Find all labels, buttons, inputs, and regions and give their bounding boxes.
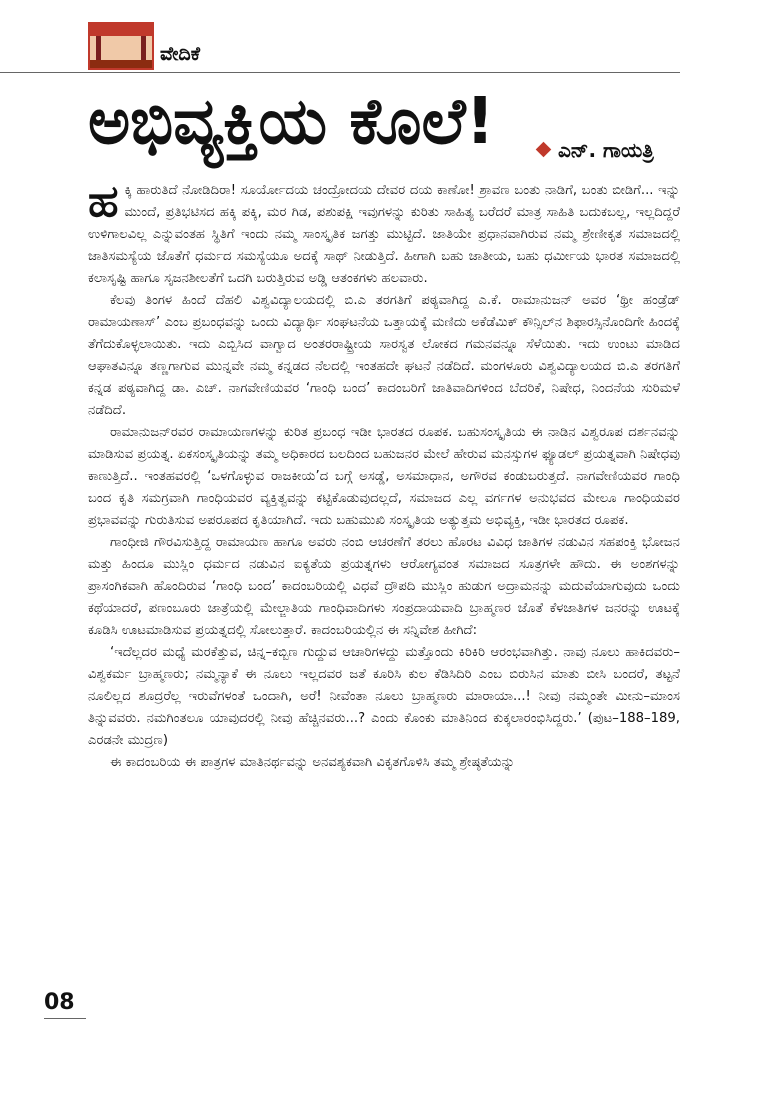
paragraph: ಕೆಲವು ತಿಂಗಳ ಹಿಂದೆ ದೆಹಲಿ ವಿಶ್ವವಿದ್ಯಾಲಯದಲ್ಲಿ ಬಿ.ಎ ತರಗತಿಗೆ ಪಠ್ಯವಾಗಿದ್ದ ಎ.ಕೆ. ರಾಮಾನುಜನ್ ಅವರ ‘ಥ್ರೀ ಹಂಡ್ರೆಡ್ ರಾಮಾಯಣಾಸ್’ ಎಂಬ ಪ್ರಬಂಧವನ್ನು ಒಂದು ವಿದ್ಯಾರ್ಥಿ ಸಂಘಟನೆಯ ಒತ್ತಾಯಕ್ಕೆ ಮಣಿದು ಅಕೆಡೆಮಿಕ್ ಕೌನ್ಸಿಲ್‌ನ ಶಿಫಾರಸ್ಸಿನೊಂದಿಗೇ ಹಿಂದಕ್ಕೆ ತೆಗೆದುಕೊಳ್ಳಲಾಯಿತು. ಇದು ಎಬ್ಬಿಸಿದ ವಾಗ್ವಾದ ಅಂತರರಾಷ್ಟ್ರೀಯ ಸಾರಸ್ವತ ಲೋಕದ ಗಮನವನ್ನೂ ಸೆಳೆಯಿತು. ಇದು ಉಂಟು ಮಾಡಿದ ಆಘಾತವಿನ್ನೂ ತಣ್ಣಗಾಗುವ ಮುನ್ನವೇ ನಮ್ಮ ಕನ್ನಡದ ನೆಲದಲ್ಲಿ ಇಂತಹದೇ ಘಟನೆ ನಡೆದಿದೆ. ಮಂಗಳೂರು ವಿಶ್ವವಿದ್ಯಾಲಯದ ಬಿ.ಎ ತರಗತಿಗೆ ಕನ್ನಡ ಪಠ್ಯವಾಗಿದ್ದ ಡಾ. ಎಚ್. ನಾಗವೇಣಿಯವರ ‘ಗಾಂಧಿ ಬಂದ’ ಕಾದಂಬರಿಗೆ ಜಾತಿವಾದಿಗಳಿಂದ ಬೆದರಿಕೆ, ನಿಷೇಧ, ನಿಂದನೆಯ ಸುರಿಮಳೆ ನಡೆದಿದೆ. [88,293,680,418]
article-title: ಅಭಿವ್ಯಕ್ತಿಯ ಕೊಲೆ! [88,85,495,159]
paragraph: ಹಕ್ಕಿ ಹಾರುತಿದೆ ನೋಡಿದಿರಾ! ಸೂರ್ಯೋದಯ ಚಂದ್ರೋದಯ ದೇವರ ದಯ ಕಾಣೋ! ಶ್ರಾವಣ ಬಂತು ನಾಡಿಗೆ, ಬಂತು ಬೀಡಿಗೆ... ಇನ್ನು ಮುಂದೆ, ಪ್ರತಿಭಟಿಸದ ಹಕ್ಕಿ ಪಕ್ಕಿ, ಮರ ಗಿಡ, ಪಶುಪಕ್ಷಿ ಇವುಗಳನ್ನು ಕುರಿತು ಸಾಹಿತ್ಯ ಬರೆದರೆ ಮಾತ್ರ ಸಾಹಿತಿ ಬದುಕಬಲ್ಲ, ಇಲ್ಲದಿದ್ದರೆ ಉಳಿಗಾಲವಿಲ್ಲ ಎನ್ನುವಂತಹ ಸ್ಥಿತಿಗೆ ಇಂದು ನಮ್ಮ ಸಾಂಸ್ಕೃತಿಕ ಜಗತ್ತು ಮುಟ್ಟಿದೆ. ಜಾತಿಯೇ ಪ್ರಧಾನವಾಗಿರುವ ನಮ್ಮ ಶ್ರೇಣೀಕೃತ ಸಮಾಜದಲ್ಲಿ ಜಾತಿಸಮಸ್ಯೆಯ ಜೊತೆಗೆ ಧರ್ಮದ ಸಮಸ್ಯೆಯೂ ಅದಕ್ಕೆ ಸಾಥ್ ನೀಡುತ್ತಿದೆ. ಹೀಗಾಗಿ ಬಹು ಜಾತೀಯ, ಬಹು ಧರ್ಮೀಯ ಭಾರತ ಸಮಾಜದಲ್ಲಿ ಕಲಾಸೃಷ್ಟಿ ಹಾಗೂ ಸೃಜನಶೀಲತೆಗೆ ಒದಗಿ ಬರುತ್ತಿರುವ ಅಡ್ಡಿ ಆತಂಕಗಳು ಹಲವಾರು. [88,176,680,286]
author-name: ಎನ್. ಗಾಯತ್ರಿ [558,138,654,162]
paragraph: ಗಾಂಧೀಜಿ ಗೌರವಿಸುತ್ತಿದ್ದ ರಾಮಾಯಣ ಹಾಗೂ ಅವರು ನಂಬಿ ಆಚರಣೆಗೆ ತರಲು ಹೊರಟ ವಿವಿಧ ಜಾತಿಗಳ ನಡುವಿನ ಸಹಪಂಕ್ತಿ ಭೋಜನ ಮತ್ತು ಹಿಂದೂ ಮುಸ್ಲಿಂ ಧರ್ಮದ ನಡುವಿನ ಐಕ್ಯತೆಯ ಪ್ರಯತ್ನಗಳು ಆರೋಗ್ಯವಂತ ಸಮಾಜದ ಸೂತ್ರಗಳೇ ಹೌದು. ಈ ಅಂಶಗಳನ್ನು ಪ್ರಾಸಂಗಿಕವಾಗಿ ಹೊಂದಿರುವ ‘ಗಾಂಧಿ ಬಂದ’ ಕಾದಂಬರಿಯಲ್ಲಿ ವಿಧವೆ ದ್ರೌಪದಿ ಮುಸ್ಲಿಂ ಹುಡುಗ ಅದ್ರಾಮನನ್ನು ಮದುವೆಯಾಗುವುದು ಒಂದು ಕಥೆಯಾದರೆ, ಪಣಂಬೂರು ಜಾತ್ರೆಯಲ್ಲಿ ಮೇಲ್ಜಾತಿಯ ಗಾಂಧಿವಾದಿಗಳು ಸಂಪ್ರದಾಯವಾದಿ ಬ್ರಾಹ್ಮಣರ ಜೊತೆ ಕೆಳಜಾತಿಗಳ ಜನರನ್ನು ಊಟಕ್ಕೆ ಕೂಡಿಸಿ ಊಟಮಾಡಿಸುವ ಪ್ರಯತ್ನದಲ್ಲಿ ಸೋಲುತ್ತಾರೆ. ಕಾದಂಬರಿಯಲ್ಲಿನ ಈ ಸನ್ನಿವೇಶ ಹೀಗಿದೆ: [88,535,680,638]
paragraph: ರಾಮಾನುಜನ್‌ರವರ ರಾಮಾಯಣಗಳನ್ನು ಕುರಿತ ಪ್ರಬಂಧ ಇಡೀ ಭಾರತದ ರೂಪಕ. ಬಹುಸಂಸ್ಕೃತಿಯ ಈ ನಾಡಿನ ವಿಶ್ವರೂಪ ದರ್ಶನವನ್ನು ಮಾಡಿಸುವ ಪ್ರಯತ್ನ. ಏಕಸಂಸ್ಕೃತಿಯನ್ನು ತಮ್ಮ ಅಧಿಕಾರದ ಬಲದಿಂದ ಬಹುಜನರ ಮೇಲೆ ಹೇರುವ ಮನಸ್ಸುಗಳ ಫ್ಯೂಡಲ್ ಪ್ರಯತ್ನವಾಗಿ ನಿಷೇಧವು ಕಾಣುತ್ತಿದೆ.. ಇಂತಹವರಲ್ಲಿ ‘ಒಳಗೊಳ್ಳುವ ರಾಜಕೀಯ’ದ ಬಗ್ಗೆ ಅಸಡ್ಡೆ, ಅಸಮಾಧಾನ, ಅಗೌರವ ಕಂಡುಬರುತ್ತದೆ. ನಾಗವೇಣಿಯವರ ಗಾಂಧಿ ಬಂದ ಕೃತಿ ಸಮಗ್ರವಾಗಿ ಗಾಂಧಿಯವರ ವ್ಯಕ್ತಿತ್ವವನ್ನು ಕಟ್ಟಿಕೊಡುವುದಲ್ಲದೆ, ಸಮಾಜದ ಎಲ್ಲ ವರ್ಗಗಳ ಅನುಭವದ ಮೇಲೂ ಗಾಂಧಿಯವರ ಪ್ರಭಾವವನ್ನು ಗುರುತಿಸುವ ಅಪರೂಪದ ಕೃತಿಯಾಗಿದೆ. ಇದು ಬಹುಮುಖಿ ಸಂಸ್ಕೃತಿಯ ಅತ್ಯುತ್ತಮ ಅಭಿವ್ಯಕ್ತಿ, ಇಡೀ ಭಾರತದ ರೂಪಕ. [88,425,680,528]
article-body [88,176,680,774]
drop-cap: ಹ [88,176,119,227]
stage-icon [88,22,154,70]
quote-paragraph: ‘ಇದೆಲ್ಲದರ ಮಧ್ಯೆ ಮರಕೆತ್ತುವ, ಚಿನ್ನ–ಕಬ್ಬಿಣ ಗುದ್ದುವ ಆಚಾರಿಗಳದ್ದು ಮತ್ತೊಂದು ಕಿರಿಕಿರಿ ಆರಂಭವಾಗಿತ್ತು. ನಾವು ನೂಲು ಹಾಕಿದವರು–ವಿಶ್ವಕರ್ಮ ಬ್ರಾಹ್ಮಣರು; ನಮ್ಮನ್ಯಾಕೆ ಈ ನೂಲು ಇಲ್ಲದವರ ಜತೆ ಕೂರಿಸಿ ಕುಲ ಕೆಡಿಸಿದಿರಿ ಎಂಬ ಬಿರುಸಿನ ಮಾತು ಬೀಸಿ ಬಂದರೆ, ತಟ್ಟನೆ ನೂಲಿಲ್ಲದ ಶೂದ್ರರೆಲ್ಲ ಇರುವೆಗಳಂತೆ ಒಂದಾಗಿ, ಅರೆ! ನೀವೆಂತಾ ನೂಲು ಬ್ರಾಹ್ಮಣರು ಮಾರಾಯಾ...! ನೀವು ನಮ್ಮಂತೇ ಮೀನು–ಮಾಂಸ ತಿನ್ನುವವರು. ನಮಗಿಂತಲೂ ಯಾವುದರಲ್ಲಿ ನೀವು ಹೆಚ್ಚಿನವರು...? ಎಂದು ಕೊಂಕು ಮಾತಿನಿಂದ ಕುಕ್ಕಲಾರಂಭಿಸಿದ್ದರು.’ (ಪುಟ–188–189, ಎರಡನೇ ಮುದ್ರಣ) [88,645,680,748]
paragraph: ಈ ಕಾದಂಬರಿಯ ಈ ಪಾತ್ರಗಳ ಮಾತಿನರ್ಥವನ್ನು ಅನವಶ್ಯಕವಾಗಿ ವಿಕೃತಗೊಳಿಸಿ ತಮ್ಮ ಶ್ರೇಷ್ಠತೆಯನ್ನು [110,755,515,770]
page-number-rule [44,1018,86,1019]
diamond-icon [536,142,552,158]
section-name: ವೇದಿಕೆ [160,43,201,65]
article-author [538,138,654,162]
header-rule [0,72,680,73]
page-number: 08 [44,990,75,1015]
